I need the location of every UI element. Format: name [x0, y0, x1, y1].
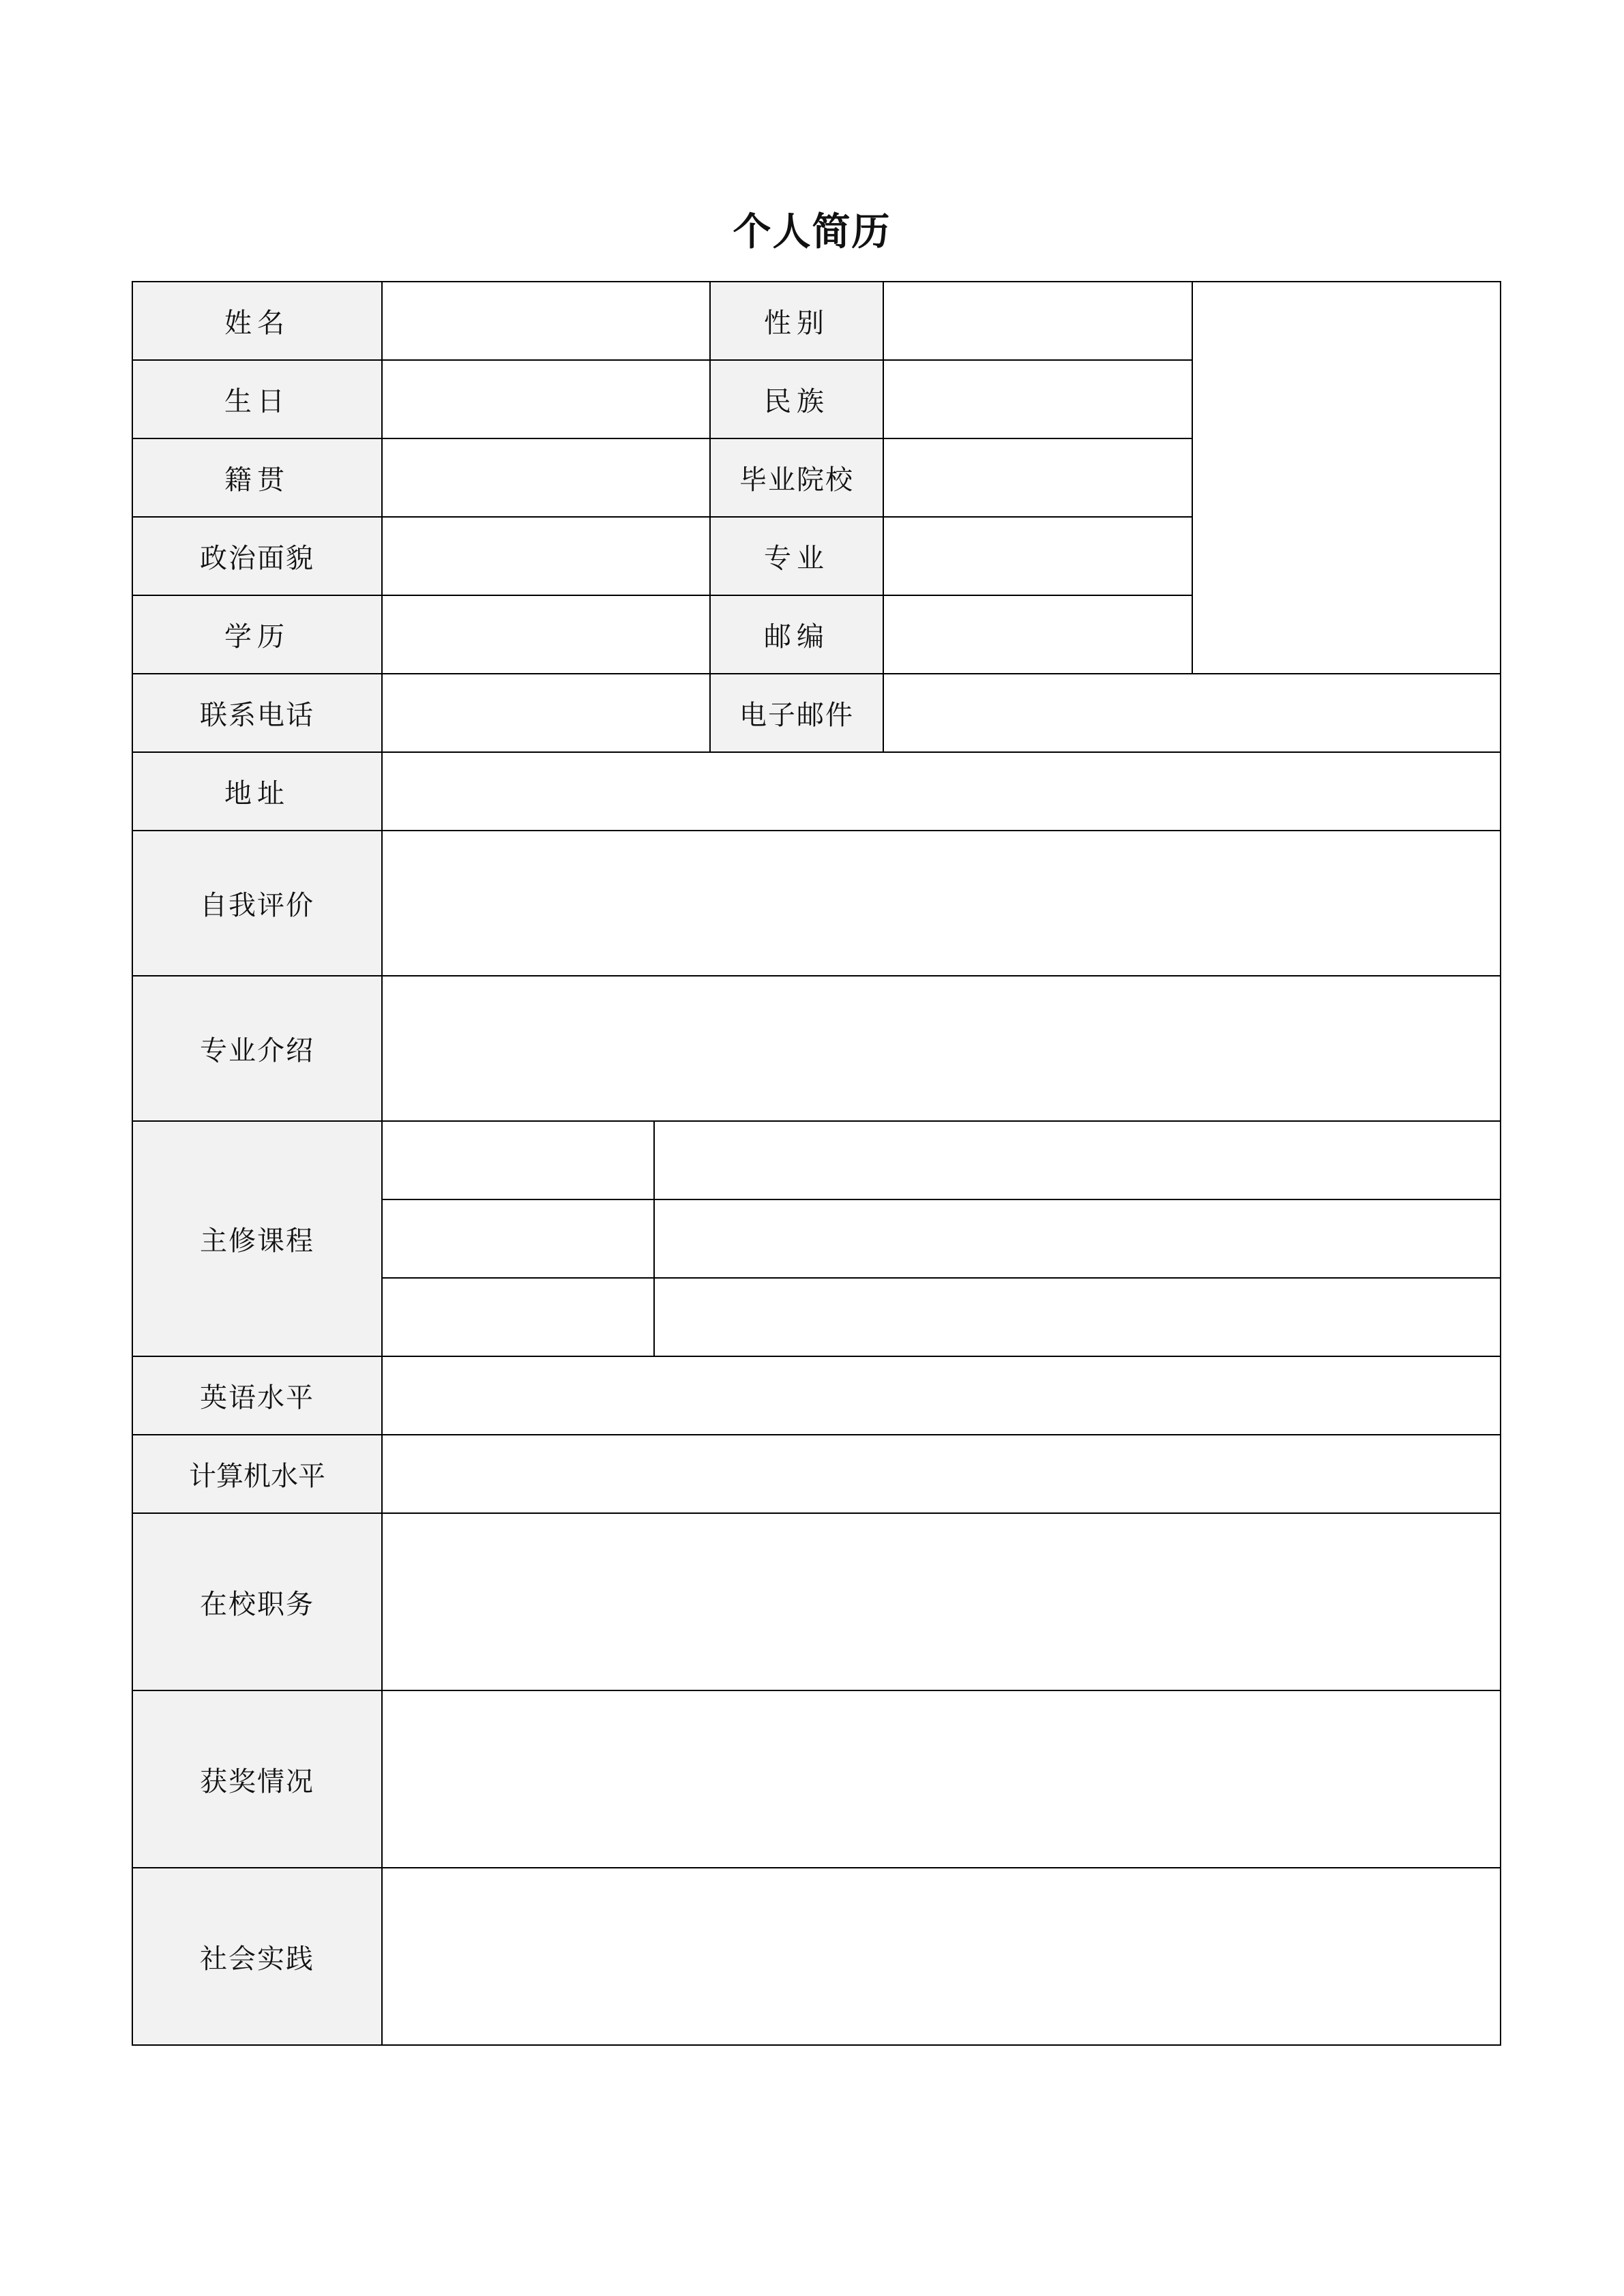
- self-evaluation-field[interactable]: [382, 831, 1501, 976]
- phone-field[interactable]: [382, 674, 710, 752]
- gender-label: 性别: [710, 282, 883, 360]
- school-label: 毕业院校: [710, 438, 883, 517]
- name-label: 姓名: [132, 282, 382, 360]
- computer-level-field[interactable]: [382, 1435, 1501, 1513]
- course-row: [132, 1121, 1501, 1199]
- native-place-label: 籍贯: [132, 438, 382, 517]
- english-level-field[interactable]: [382, 1356, 1501, 1435]
- course-name-cell[interactable]: [382, 1199, 654, 1278]
- ethnicity-label: 民族: [710, 360, 883, 438]
- row-phone-email: [132, 674, 1501, 752]
- gender-field[interactable]: [883, 282, 1192, 360]
- name-field[interactable]: [382, 282, 710, 360]
- course-name-cell[interactable]: [382, 1121, 654, 1199]
- political-status-label: 政治面貌: [132, 517, 382, 595]
- photo-box[interactable]: [1192, 282, 1501, 674]
- page-title: 个人简历: [733, 209, 891, 254]
- resume-table: [132, 281, 1501, 2046]
- row-major-introduction: [132, 976, 1501, 1121]
- birthday-field[interactable]: [382, 360, 710, 438]
- school-positions-label: 在校职务: [132, 1513, 382, 1690]
- address-label: 地址: [132, 752, 382, 831]
- ethnicity-field[interactable]: [883, 360, 1192, 438]
- awards-label: 获奖情况: [132, 1690, 382, 1868]
- awards-field[interactable]: [382, 1690, 1501, 1868]
- phone-label: 联系电话: [132, 674, 382, 752]
- birthday-label: 生日: [132, 360, 382, 438]
- course-name-cell[interactable]: [382, 1278, 654, 1356]
- email-field[interactable]: [883, 674, 1501, 752]
- major-field[interactable]: [883, 517, 1192, 595]
- school-positions-field[interactable]: [382, 1513, 1501, 1690]
- social-practice-label: 社会实践: [132, 1868, 382, 2045]
- row-awards: [132, 1690, 1501, 1868]
- address-field[interactable]: [382, 752, 1501, 831]
- course-detail-cell[interactable]: [654, 1121, 1501, 1199]
- row-address: [132, 752, 1501, 831]
- education-label: 学历: [132, 595, 382, 674]
- native-place-field[interactable]: [382, 438, 710, 517]
- main-courses-label: 主修课程: [132, 1121, 382, 1356]
- postcode-field[interactable]: [883, 595, 1192, 674]
- political-status-field[interactable]: [382, 517, 710, 595]
- school-field[interactable]: [883, 438, 1192, 517]
- education-field[interactable]: [382, 595, 710, 674]
- computer-level-label: 计算机水平: [132, 1435, 382, 1513]
- major-label: 专业: [710, 517, 883, 595]
- row-computer-level: [132, 1435, 1501, 1513]
- row-english-level: [132, 1356, 1501, 1435]
- row-social-practice: [132, 1868, 1501, 2045]
- row-self-evaluation: [132, 831, 1501, 976]
- row-school-positions: [132, 1513, 1501, 1690]
- major-introduction-field[interactable]: [382, 976, 1501, 1121]
- course-detail-cell[interactable]: [654, 1199, 1501, 1278]
- social-practice-field[interactable]: [382, 1868, 1501, 2045]
- postcode-label: 邮编: [710, 595, 883, 674]
- email-label: 电子邮件: [710, 674, 883, 752]
- row-name-gender: [132, 282, 1501, 360]
- self-evaluation-label: 自我评价: [132, 831, 382, 976]
- english-level-label: 英语水平: [132, 1356, 382, 1435]
- major-introduction-label: 专业介绍: [132, 976, 382, 1121]
- course-detail-cell[interactable]: [654, 1278, 1501, 1356]
